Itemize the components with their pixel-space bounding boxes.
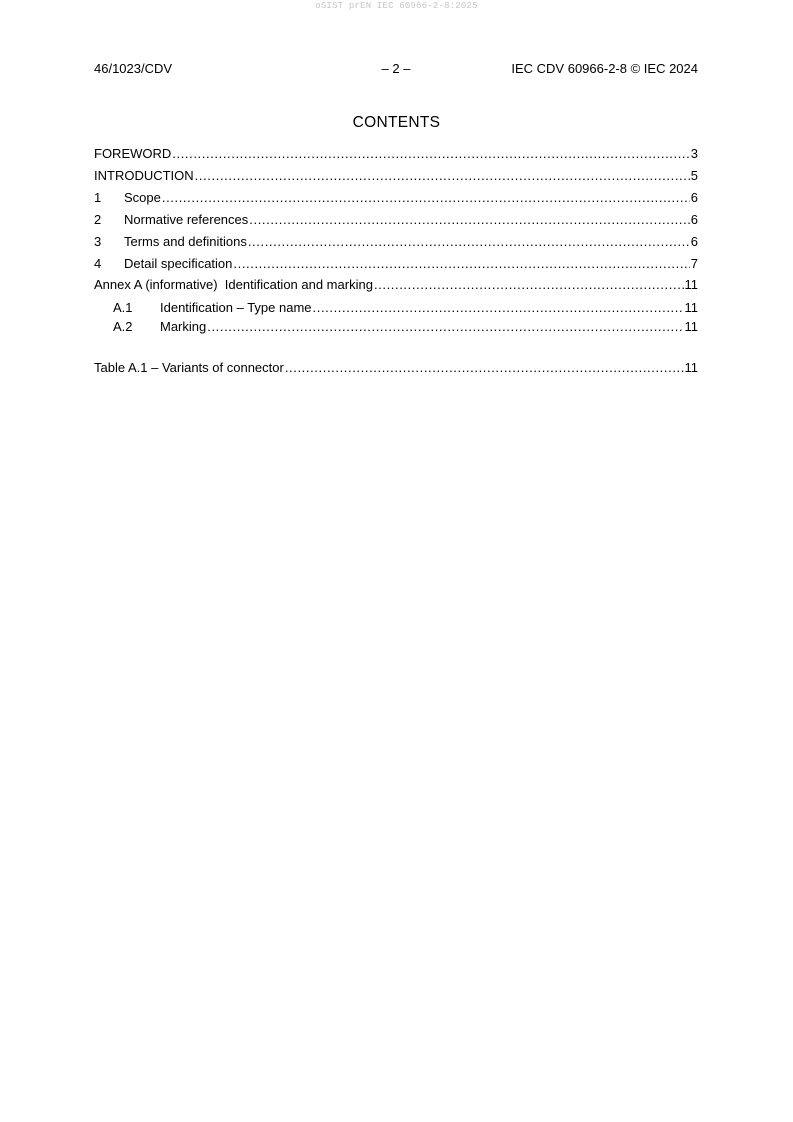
toc-dot-leader	[195, 168, 690, 183]
toc-entry-page: 6	[690, 212, 698, 227]
table-list-page: 11	[684, 360, 698, 375]
toc-entry-page: 6	[690, 234, 698, 249]
toc-dot-leader	[233, 256, 689, 271]
toc-entry-label: Marking	[160, 319, 207, 334]
toc-entry-label: Detail specification	[124, 256, 233, 271]
document-watermark: oSIST prEN IEC 60966-2-8:2025	[315, 1, 478, 11]
document-reference: 46/1023/CDV	[94, 61, 173, 76]
toc-entry-detail-specification[interactable]	[94, 256, 698, 272]
toc-dot-leader	[374, 277, 684, 292]
toc-entry-number: 3	[94, 234, 102, 249]
contents-heading: CONTENTS	[352, 114, 441, 131]
toc-entry-page: 7	[690, 256, 698, 271]
toc-entry-label: Annex A (informative) Identification and marking	[94, 277, 373, 292]
toc-entry-number: 4	[94, 256, 102, 271]
page-header	[94, 61, 698, 77]
toc-dot-leader	[207, 319, 683, 334]
toc-entry-a1[interactable]	[113, 300, 698, 316]
toc-entry-foreword[interactable]	[94, 146, 698, 162]
standard-identifier: IEC CDV 60966-2-8 © IEC 2024	[511, 61, 698, 76]
toc-dot-leader	[248, 234, 690, 249]
toc-entry-page: 11	[684, 300, 698, 315]
toc-entry-label: Scope	[124, 190, 161, 205]
toc-entry-page: 3	[690, 146, 698, 161]
toc-dot-leader	[313, 300, 684, 315]
toc-dot-leader	[162, 190, 690, 205]
toc-entry-a2[interactable]	[113, 319, 698, 335]
toc-entry-number: A.1	[113, 300, 133, 315]
page-number: – 2 –	[381, 61, 411, 76]
toc-entry-page: 11	[684, 319, 698, 334]
toc-entry-label: Normative references	[124, 212, 249, 227]
table-list-label: Table A.1 – Variants of connector	[94, 360, 284, 375]
toc-entry-label: Identification – Type name	[160, 300, 312, 315]
toc-entry-label: FOREWORD	[94, 146, 172, 161]
toc-entry-page: 5	[690, 168, 698, 183]
toc-entry-page: 11	[684, 277, 698, 292]
toc-dot-leader	[249, 212, 689, 227]
toc-entry-scope[interactable]	[94, 190, 698, 206]
toc-entry-terms-and-definitions[interactable]	[94, 234, 698, 250]
toc-entry-number: 2	[94, 212, 102, 227]
toc-entry-number: 1	[94, 190, 102, 205]
toc-dot-leader	[285, 360, 684, 375]
toc-entry-annex-a[interactable]	[94, 277, 698, 293]
toc-entry-page: 6	[690, 190, 698, 205]
toc-entry-introduction[interactable]	[94, 168, 698, 184]
toc-dot-leader	[172, 146, 689, 161]
table-list-entry-a1[interactable]	[94, 360, 698, 376]
toc-entry-normative-references[interactable]	[94, 212, 698, 228]
toc-entry-label: Terms and definitions	[124, 234, 247, 249]
toc-entry-number: A.2	[113, 319, 133, 334]
toc-entry-label: INTRODUCTION	[94, 168, 194, 183]
